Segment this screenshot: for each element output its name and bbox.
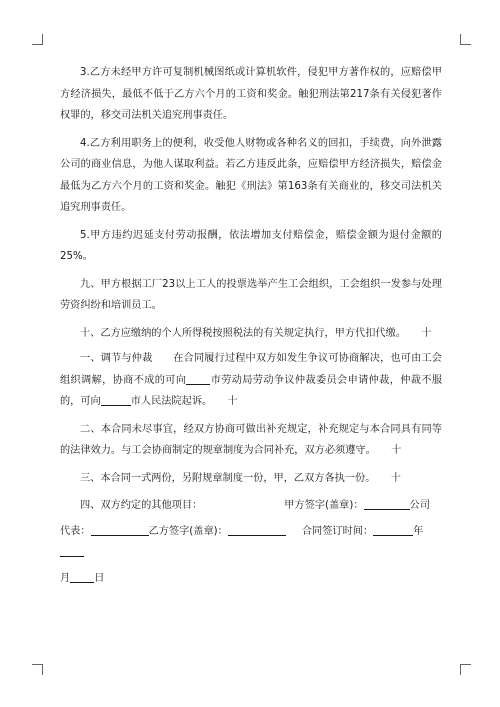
year-label: 年 (413, 525, 424, 537)
city-blank-1[interactable] (186, 372, 210, 385)
signature-line-2 (60, 521, 442, 564)
day-blank[interactable] (70, 570, 94, 583)
clause-copyright: 3.乙方未经甲方许可复制机械图纸或计算机软件，侵犯甲方著作权的，应赔偿甲方经济损失，最低不低于乙方六个月的工资和奖金。触犯刑法第217条有关侵犯著作权罪的，移交司法机关追究刑事责任。 (60, 67, 442, 121)
clause-wage-delay: 5.甲方违约迟延支付劳动报酬，依法增加支付赔偿金，赔偿金额为退付金额的25%。 (60, 229, 442, 262)
signature-line-1 (60, 495, 442, 517)
crop-mark-bottom-left (32, 664, 43, 675)
city-blank-2[interactable] (101, 393, 131, 406)
party-b-label: 乙方签字(盖章)： (148, 525, 228, 537)
party-b-blank[interactable] (228, 523, 286, 536)
arbitration-text-1: 一、调节与仲裁 在合同履行过程中双方如发生争议可协商解决，也可由工会组织调解，协商不成的可向 (60, 353, 442, 386)
clause-supplement: 二、本合同未尽事宜，经双方协商可做出补充规定，补充规定与本合同具有同等的法律效力。与工会协商制定的规章制度为合同补充，双方必须遵守。 十 (60, 423, 442, 456)
month-blank-trailing[interactable] (60, 544, 84, 557)
clause-bribery: 4.乙方利用职务上的便利，收受他人财物或各种名义的回扣，手续费，向外泄露公司的商业信息，为他人谋取利益。若乙方违反此条，应赔偿甲方经济损失，赔偿金最低为乙方六个月的工资和奖金。触犯《刑法》第163条有关商业的，移交司法机关追究刑事责任。 (60, 137, 442, 213)
crop-mark-bottom-right (460, 664, 471, 675)
sign-time-label: 合同签订时间： (301, 525, 374, 537)
crop-mark-top-right (460, 34, 471, 45)
crop-mark-top-left (32, 34, 43, 45)
other-items-label: 四、双方约定的其他项目： (80, 500, 203, 511)
signature-line-3 (60, 568, 442, 590)
clause-arbitration (60, 348, 442, 413)
clause-income-tax: 十、乙方应缴纳的个人所得税按照税法的有关规定执行，甲方代扣代缴。 十 (80, 327, 432, 339)
arbitration-text-3: 市人民法院起诉。 十 (130, 396, 238, 407)
clause-copies: 三、本合同一式两份，另附规章制度一份，甲，乙双方各执一份。 十 (80, 472, 401, 484)
company-label: 公司 (409, 500, 430, 511)
day-label: 日 (94, 572, 105, 584)
document-body (60, 62, 442, 589)
party-a-blank[interactable] (364, 497, 410, 510)
party-a-label: 甲方签字(盖章)： (284, 500, 364, 511)
clause-union: 九、甲方根据工厂23以上工人的投票选举产生工会组织，工会组织一发参与处理劳资纠纷和培训员工。 (60, 278, 442, 311)
representative-blank[interactable] (91, 523, 149, 536)
arbitration-text-2: 市劳动局劳动争议仲裁委员会申请仲裁，仲裁不服的，可向 (60, 374, 443, 407)
year-blank[interactable] (373, 523, 413, 536)
month-label: 月 (60, 572, 71, 584)
representative-label: 代表： (60, 525, 91, 537)
